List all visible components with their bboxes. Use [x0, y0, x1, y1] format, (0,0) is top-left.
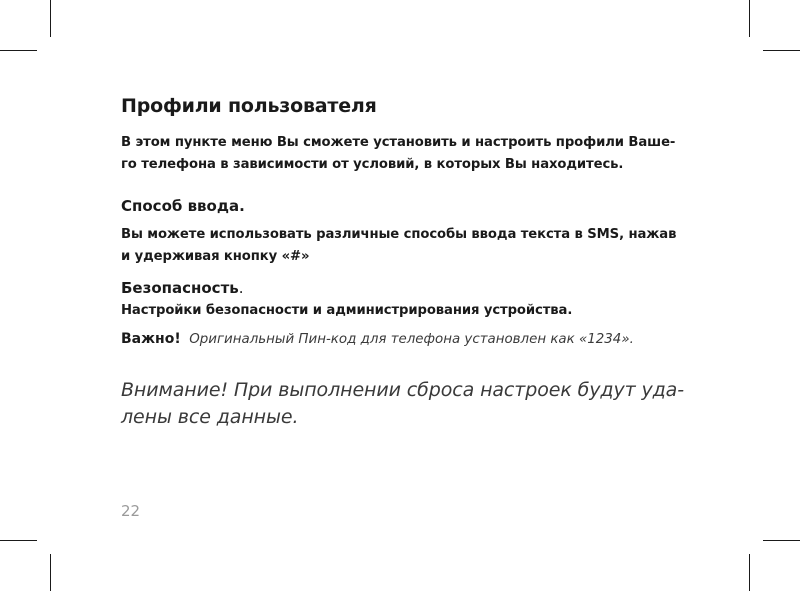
page-title: Профили пользователя: [121, 95, 377, 117]
crop-mark-top-right-horizontal: [763, 50, 800, 51]
warning-line-2: лены все данные.: [121, 406, 299, 428]
input-method-heading: Способ ввода.: [121, 197, 245, 215]
input-method-line-2: и удерживая кнопку «#»: [121, 249, 310, 264]
crop-mark-bottom-right-vertical: [749, 554, 750, 591]
intro-line-1: В этом пункте меню Вы сможете установить и настроить профили Ваше-: [121, 135, 676, 150]
security-heading: [121, 276, 701, 300]
important-text: Оригинальный Пин-код для телефона установлен как «1234».: [189, 332, 634, 347]
security-heading-text: Безопасность: [121, 279, 239, 297]
crop-mark-bottom-left-vertical: [50, 554, 51, 591]
crop-mark-bottom-right-horizontal: [763, 540, 800, 541]
page-number: 22: [121, 502, 141, 520]
crop-mark-top-right-vertical: [749, 0, 750, 37]
intro-line-2: го телефона в зависимости от условий, в которых Вы находитесь.: [121, 157, 624, 172]
crop-mark-bottom-left-horizontal: [0, 540, 37, 541]
input-method-line-1: Вы можете использовать различные способы ввода текста в SMS, нажав: [121, 227, 677, 242]
page-content: [121, 92, 701, 431]
security-heading-dot: .: [238, 279, 244, 297]
security-text: Настройки безопасности и администрирования устройства.: [121, 303, 573, 318]
crop-mark-top-left-vertical: [50, 0, 51, 37]
warning-line-1: Внимание! При выполнении сброса настроек будут уда-: [121, 379, 684, 401]
important-label: Важно!: [121, 331, 181, 347]
crop-mark-top-left-horizontal: [0, 50, 37, 51]
important-note: [121, 328, 701, 351]
